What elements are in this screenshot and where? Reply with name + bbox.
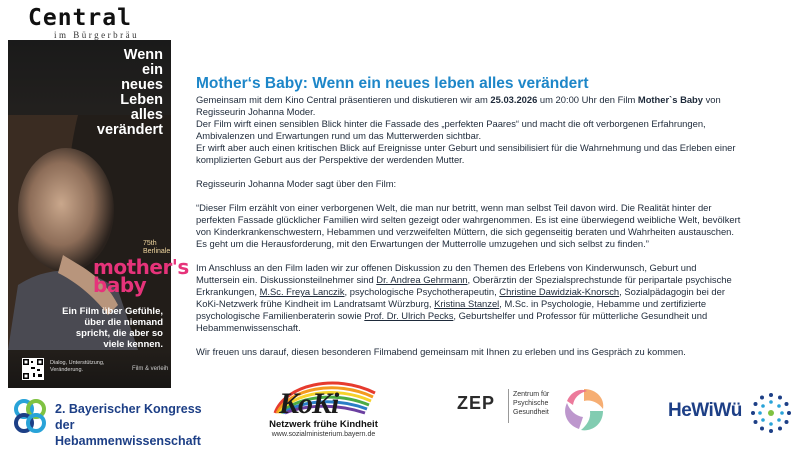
koki-name: KoKi xyxy=(279,387,339,420)
zep-logo[interactable] xyxy=(455,385,615,435)
article-intro: Gemeinsam mit dem Kino Central präsentieren und diskutieren wir am 25.03.2026 um 20:00 Uhr den Film Mother`s Baby von Regisseurin Johanna Moder. Der Film wirft einen sensiblen Blick hinter die Fassade des „perfekten Paares“ und macht die oft verborgenen Erfahrungen, Ambivalenzen und Erwartungen rund um das Mutterwerden sichtbar. Er wirft aber auch einen kritischen Blick auf Ereignisse unter Geburt und sensibilisiert für die Wahrnehmung und das Erleben einer komplizierten Geburt aus der Perspektive der werdenden Mutter. xyxy=(196,94,736,165)
central-logo-sub: im Bürgerbräu xyxy=(54,30,140,40)
zep-emblem-icon xyxy=(559,385,609,435)
kongress-emblem-icon xyxy=(10,397,50,437)
closing-paragraph: Wir freuen uns darauf, diesen besonderen Filmabend gemeinsam mit Ihnen zu erleben und ins Gespräch zu kommen. xyxy=(196,346,686,357)
koki-logo[interactable] xyxy=(255,375,390,445)
hewiwue-logo[interactable] xyxy=(668,392,793,437)
zep-divider xyxy=(508,389,509,423)
director-intro: Regisseurin Johanna Moder sagt über den Film: xyxy=(196,178,397,189)
koki-url: www.sozialministerium.bayern.de xyxy=(271,431,376,438)
kongress-title: 2. Bayerischer Kongress der Hebammenwissenschaft xyxy=(55,402,202,448)
poster-small-text: Dialog, Unterstützung, Veränderung. xyxy=(50,360,105,373)
link-freya-lanczik[interactable]: M.Sc. Freya Lanczik xyxy=(259,286,345,297)
zep-name: ZEP xyxy=(457,393,496,413)
poster-film-title: mother's baby xyxy=(93,255,189,297)
film-poster[interactable] xyxy=(8,40,189,388)
link-christine-dawidziak-knorsch[interactable]: Christine Dawidziak-Knorsch xyxy=(499,286,620,297)
poster-award-badge: 75th Berlinale xyxy=(143,240,171,255)
event-date: 25.03.2026 xyxy=(490,94,538,105)
discussion-paragraph: Im Anschluss an den Film laden wir zur offenen Diskussion zu den Themen des Erlebens von Kinderwunsch, Geburt und Muttersein ein. Diskussionsteilnehmer sind Dr. Andrea Gehrmann, Oberärztin der Spezialsprechstunde für peripartale psychische Erkrankungen, M.Sc. Freya Lanczik, psychologische Psychotherapeutin, Christine Dawidziak-Knorsch, Sozialpädagogin bei der KoKi-Netzwerk frühe Kindheit im Landratsamt Würzburg, Kristina Stanzel, M.Sc. in Psychologie, Hebamme und zertifizierte psychologische Familienberaterin sowie Prof. Dr. Ulrich Pecks, Geburtshelfer und Professor für mütterliche Gesundheit und Hebammenwissenschaft. xyxy=(196,262,732,333)
hewiwue-dots-icon xyxy=(750,392,792,434)
kongress-logo[interactable] xyxy=(10,397,210,448)
film-title: Mother`s Baby xyxy=(637,94,704,105)
central-logo[interactable] xyxy=(28,6,158,40)
poster-tagline: Ein Film über Gefühle, über die niemand spricht, die aber so viele kennen. xyxy=(62,306,163,350)
link-andrea-gehrmann[interactable]: Dr. Andrea Gehrmann xyxy=(376,274,468,285)
link-kristina-stanzel[interactable]: Kristina Stanzel xyxy=(434,298,500,309)
event-article xyxy=(196,75,786,358)
director-quote: “Dieser Film erzählt von einer verborgenen Welt, die man nur betritt, wenn man selbst Teil davon wird. Die Realität hinter der perfekten Fassade glücklicher Familien wird selten gezeigt oder wahrgenommen. Es ist eine überwiegend weibliche Welt, bevölkert von Kinderkrankenschwestern, Hebammen und verzweifelten Müttern, die sich gegenseitig beraten und Wahrheiten austauschen. Es geht um die Herausforderung, mit den Erwartungen der Mutterrolle umzugehen und sich selbst zu finden.” xyxy=(196,202,741,249)
central-logo-name: Central xyxy=(28,5,132,31)
poster-headline: Wenn ein neues Leben alles verändert xyxy=(96,47,163,138)
poster-distributor: Film & verleih xyxy=(132,366,169,372)
article-title: Mother‘s Baby: Wenn ein neues leben alles verändert xyxy=(196,75,589,92)
koki-subtitle: Netzwerk frühe Kindheit xyxy=(269,419,378,430)
link-ulrich-pecks[interactable]: Prof. Dr. Ulrich Pecks xyxy=(364,310,454,321)
qr-code-icon[interactable] xyxy=(22,358,44,380)
hewiwue-name: HeWiWü xyxy=(668,400,742,421)
zep-subtitle: Zentrum für Psychische Gesundheit xyxy=(513,391,550,416)
